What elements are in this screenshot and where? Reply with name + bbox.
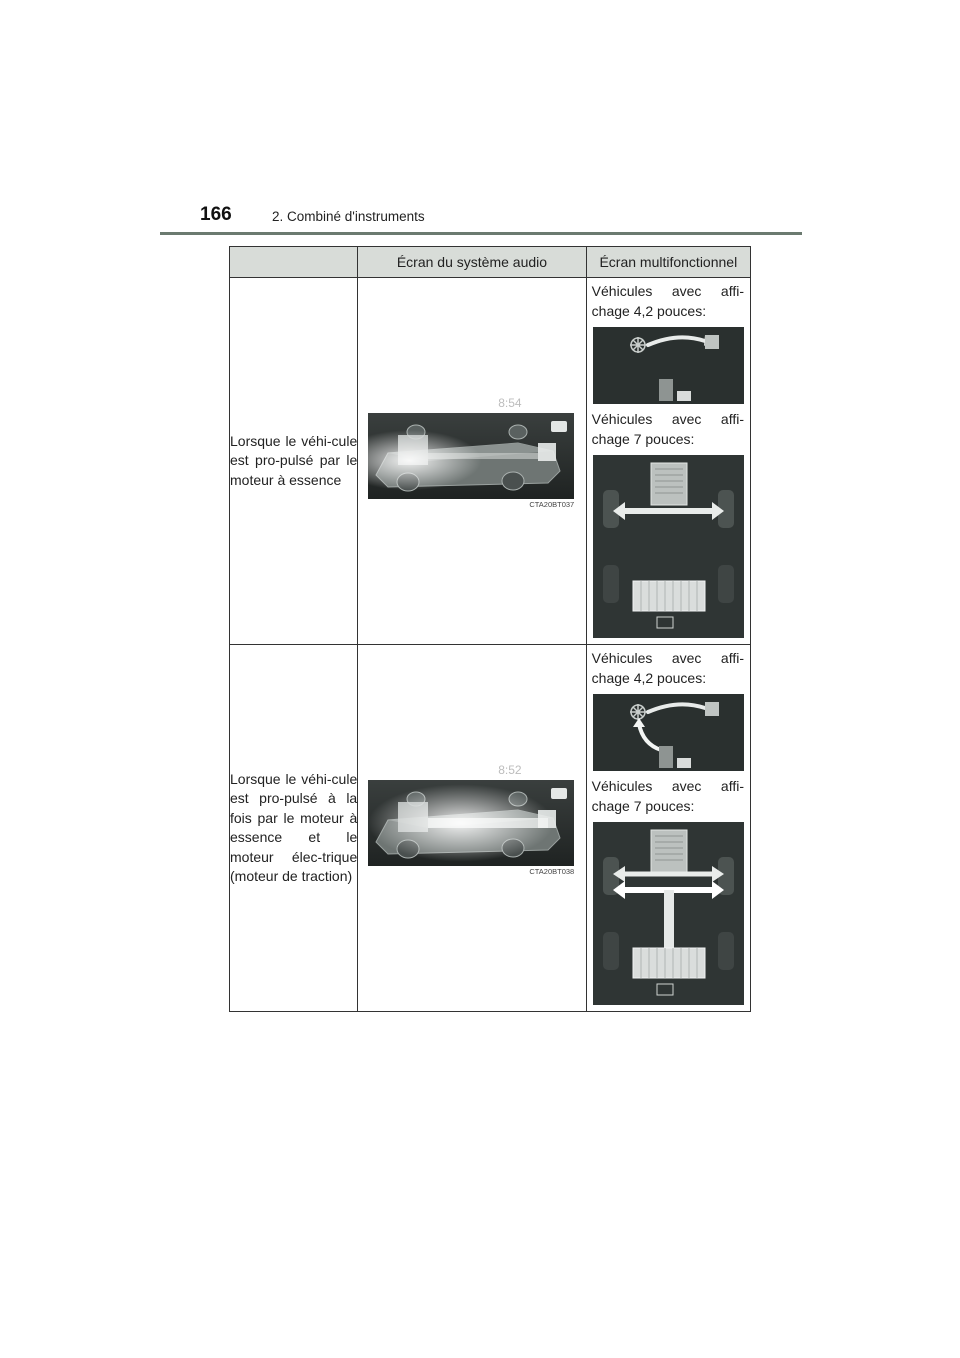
audio-screen-figure	[368, 396, 575, 509]
audio-screen-figure	[368, 763, 575, 876]
mfd-small-display-image	[593, 694, 744, 771]
mfd-large-display-image	[593, 822, 744, 1005]
table-header-blank	[230, 247, 358, 278]
figure-code: CTA20BT038	[529, 867, 575, 876]
condition-cell	[230, 278, 358, 645]
table-row	[230, 645, 751, 1012]
mfd-label-large: Véhicules avec affi-chage 7 pouces:	[591, 411, 744, 447]
mfd-label-large: Véhicules avec affi-chage 7 pouces:	[591, 778, 744, 814]
condition-text: Lorsque le véhi-cule est pro-pulsé à la fois par le moteur à essence et le moteur élec-trique (moteur de traction)	[230, 770, 358, 884]
audio-energy-monitor-image	[368, 413, 574, 499]
mfd-cell	[586, 278, 750, 645]
condition-cell	[230, 645, 358, 1012]
table-header-mfd: Écran multifonctionnel	[586, 247, 750, 278]
section-title: 2. Combiné d'instruments	[272, 209, 425, 224]
page-number: 166	[200, 204, 232, 225]
audio-screen-cell	[358, 278, 586, 645]
mfd-label-small: Véhicules avec affi-chage 4,2 pouces:	[591, 650, 744, 686]
figure-code: CTA20BT037	[529, 500, 575, 509]
mfd-label-small: Véhicules avec affi-chage 4,2 pouces:	[591, 283, 744, 319]
mfd-cell	[586, 645, 750, 1012]
clock-readout: 8:54	[498, 396, 522, 410]
table-header-audio: Écran du système audio	[358, 247, 586, 278]
table-row	[230, 278, 751, 645]
energy-monitor-table	[229, 246, 751, 1012]
clock-readout: 8:52	[498, 763, 522, 777]
mfd-large-display-image	[593, 455, 744, 638]
condition-text: Lorsque le véhi-cule est pro-pulsé par le moteur à essence	[230, 432, 358, 488]
mfd-small-display-image	[593, 327, 744, 404]
table-header-row	[230, 247, 751, 278]
header-rule	[160, 232, 802, 235]
audio-energy-monitor-image	[368, 780, 574, 866]
audio-screen-cell	[358, 645, 586, 1012]
